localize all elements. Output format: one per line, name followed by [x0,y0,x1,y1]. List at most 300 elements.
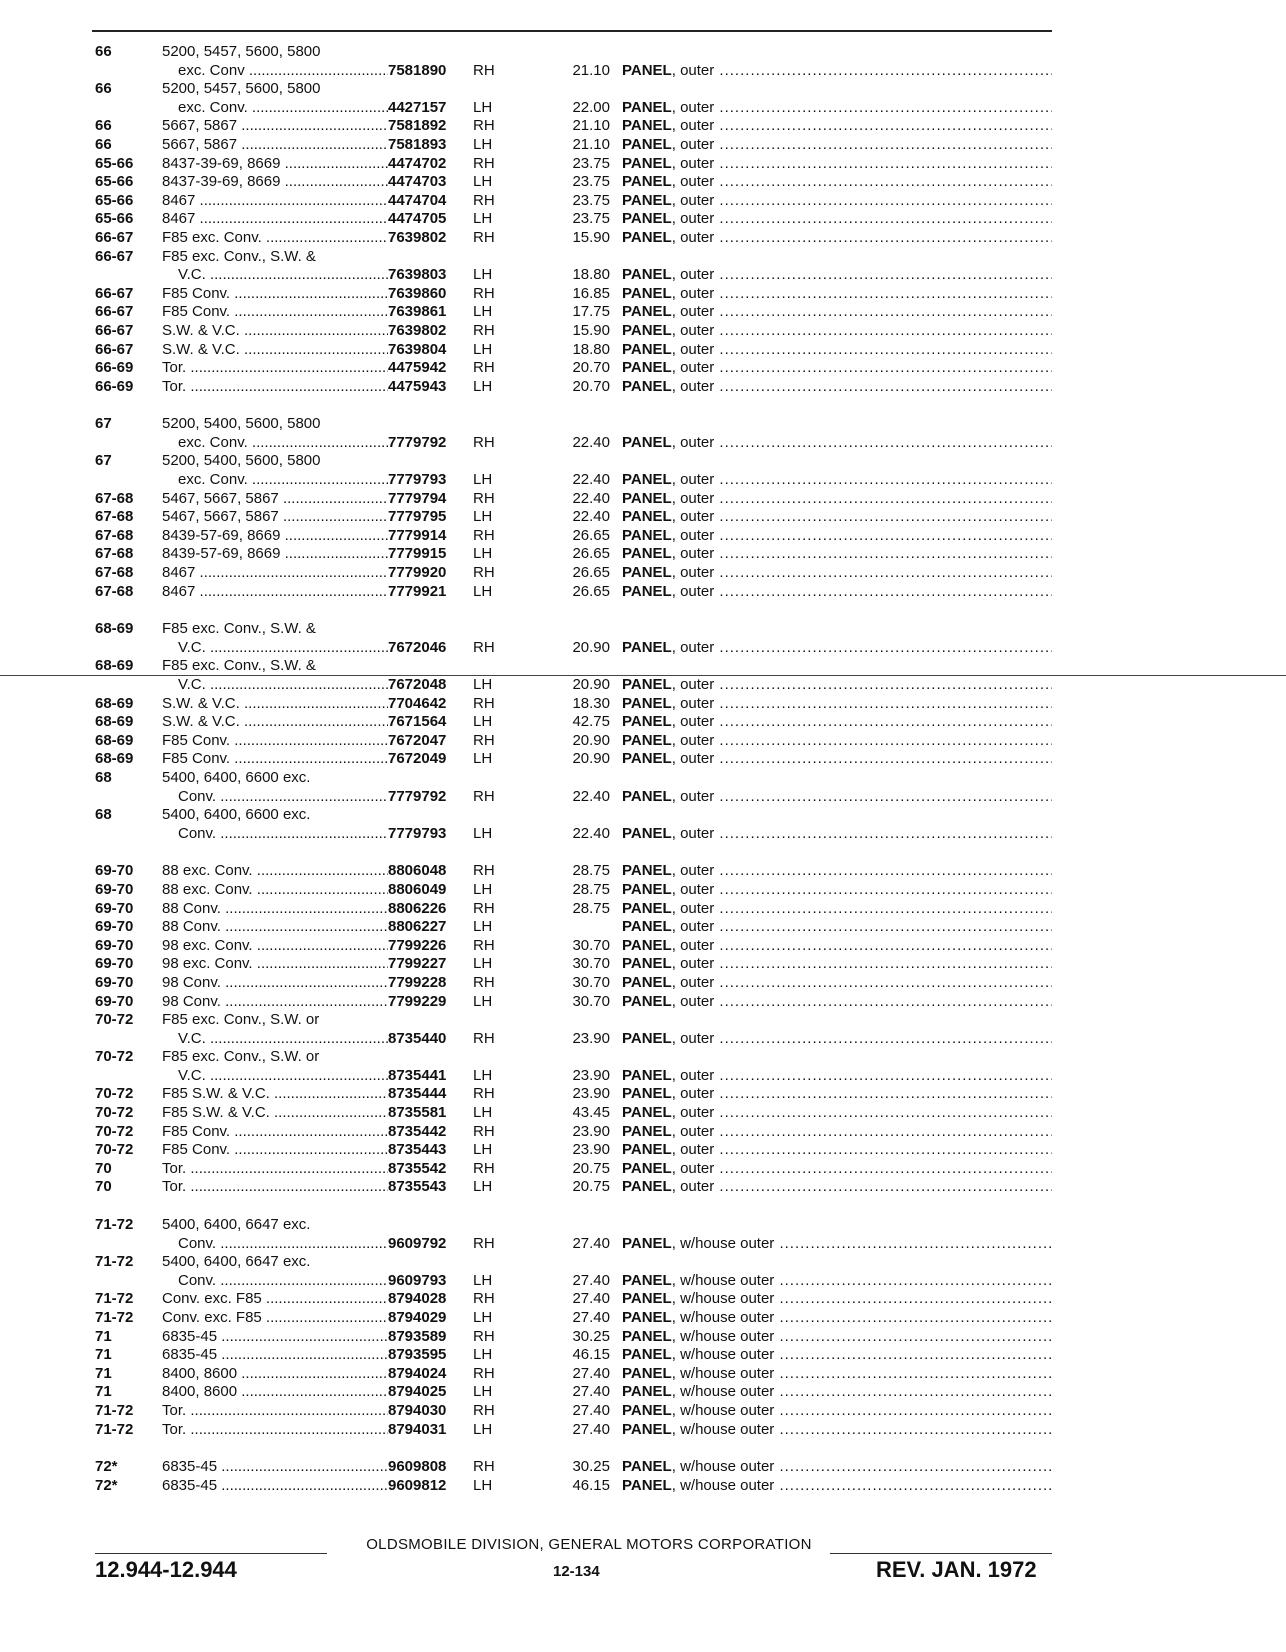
part-name-detail: , outer [671,154,715,172]
list-price: 18.30 [572,694,610,712]
part-name-main: PANEL [622,750,672,768]
part-name [622,1067,1052,1086]
model-year: 71-72 [95,1290,134,1308]
part-name [622,1383,1052,1402]
part-name-detail: , w/house outer [671,1327,775,1345]
part-name-detail: , w/house outer [671,1401,775,1419]
part-name-detail: , outer [671,340,715,358]
model-year: 66 [95,43,112,60]
part-name [622,1346,1052,1365]
part-name-main: PANEL [622,1104,672,1122]
part-number: 9609792 [388,1234,447,1252]
side-designation: LH [473,1346,493,1364]
side-designation: RH [473,787,495,805]
side-designation: RH [473,1327,495,1345]
model-year: 71-72 [95,1309,134,1326]
model-year: 67-68 [95,582,134,600]
list-item [95,490,1055,509]
model-year: 71 [95,1364,112,1382]
model-description: F85 Conv. ..... [162,1123,388,1142]
part-name-main: PANEL [622,731,672,749]
part-name-main: PANEL [622,1141,672,1159]
model-year: 72* [95,1476,118,1494]
list-item [95,173,1055,192]
model-description: Tor. ..... [162,359,388,378]
part-number: 8806049 [388,880,447,898]
list-item [95,750,1055,769]
part-number: 9609812 [388,1476,447,1494]
list-item [95,359,1055,378]
part-name [622,1477,1052,1496]
part-name [622,1030,1052,1049]
part-name-detail: , outer [671,973,715,991]
side-designation: LH [473,303,493,321]
model-year: 68 [95,806,112,824]
side-designation: LH [473,582,493,600]
side-designation: LH [473,713,493,731]
part-name [622,788,1052,807]
list-price: 30.25 [572,1458,610,1476]
list-price: 20.90 [572,750,610,768]
list-price: 30.25 [572,1327,610,1345]
part-name-detail: , outer [671,1066,715,1084]
part-number: 9609808 [388,1458,447,1476]
list-price: 18.80 [572,340,610,358]
part-name-main: PANEL [622,173,672,191]
model-description: 5200, 5457, 5600, 5800 [162,80,321,98]
model-year: 66-69 [95,377,134,395]
list-item [95,303,1055,322]
list-item [95,955,1055,974]
part-number: 8735441 [388,1066,447,1084]
list-item [95,937,1055,956]
part-name-main: PANEL [622,1383,672,1401]
part-name-detail: , outer [671,694,715,712]
list-price: 23.90 [572,1066,610,1084]
list-price: 30.70 [572,955,610,973]
model-description: V.C. ..... [178,266,388,285]
side-designation: RH [473,694,495,712]
model-description: Conv. ..... [178,788,388,807]
model-description: 6835-45 ..... [162,1477,388,1496]
model-description: F85 exc. Conv., S.W. & [162,620,316,638]
model-description: F85 Conv. ..... [162,750,388,769]
part-name-main: PANEL [622,564,672,582]
model-description: S.W. & V.C. ..... [162,322,388,341]
footer-page-number: 12-134 [553,1563,600,1580]
part-number: 7672049 [388,750,447,768]
part-name-detail: , w/house outer [671,1420,775,1438]
part-name-detail: , outer [671,433,715,451]
part-name-detail: , outer [671,787,715,805]
part-name-main: PANEL [622,992,672,1010]
model-year: 67 [95,415,112,433]
part-number: 8794029 [388,1309,447,1326]
part-name-main: PANEL [622,508,672,526]
model-year: 71-72 [95,1253,134,1271]
part-name [622,136,1052,155]
part-number: 8794025 [388,1383,447,1401]
list-item [95,415,1055,434]
footer-rule-left [95,1553,327,1554]
model-description: F85 Conv. ..... [162,285,388,304]
part-number: 8806227 [388,918,447,936]
list-price: 28.75 [572,899,610,917]
model-year: 68-69 [95,731,134,749]
part-name-main: PANEL [622,191,672,209]
list-price: 23.75 [572,173,610,191]
side-designation: LH [473,676,493,693]
list-price: 21.10 [572,61,610,79]
list-price: 27.40 [572,1271,610,1289]
part-name-main: PANEL [622,284,672,302]
part-name-detail: , outer [671,731,715,749]
part-name [622,99,1052,118]
list-price: 20.75 [572,1159,610,1177]
part-name [622,1328,1052,1347]
part-name-main: PANEL [622,433,672,451]
model-description: V.C. ..... [178,1030,388,1049]
model-year: 69-70 [95,936,134,954]
part-number: 7639804 [388,340,447,358]
model-description: 88 exc. Conv. ..... [162,881,388,900]
part-number: 7779915 [388,545,447,563]
model-description: 98 exc. Conv. ..... [162,955,388,974]
part-name-main: PANEL [622,676,672,693]
list-item [95,1365,1055,1384]
part-name-main: PANEL [622,1085,672,1103]
part-name-detail: , w/house outer [671,1309,775,1326]
list-item [95,210,1055,229]
model-description: V.C. ..... [178,676,388,695]
part-name [622,359,1052,378]
list-price: 20.90 [572,731,610,749]
model-year: 69-70 [95,955,134,973]
list-price: 28.75 [572,880,610,898]
list-item [95,1439,1055,1458]
side-designation: RH [473,731,495,749]
part-name-detail: , outer [671,526,715,544]
model-description: V.C. ..... [178,639,388,658]
list-item [95,732,1055,751]
part-number: 8735440 [388,1029,447,1047]
part-name-detail: , outer [671,1122,715,1140]
part-name-detail: , w/house outer [671,1346,775,1364]
footer-revision: REV. JAN. 1972 [876,1557,1037,1582]
list-price: 18.80 [572,266,610,284]
part-name-main: PANEL [622,973,672,991]
part-name [622,210,1052,229]
part-number: 4474705 [388,210,447,228]
part-name-main: PANEL [622,117,672,135]
part-name [622,993,1052,1012]
part-name-detail: , outer [671,191,715,209]
model-description: F85 Conv. ..... [162,1141,388,1160]
part-number: 7779794 [388,489,447,507]
list-item [95,806,1055,825]
list-price: 46.15 [572,1346,610,1364]
list-price: 21.10 [572,117,610,135]
list-item [95,452,1055,471]
part-name [622,1421,1052,1440]
part-name-detail: , outer [671,228,715,246]
model-description: 5200, 5400, 5600, 5800 [162,415,321,433]
model-description: 6835-45 ..... [162,1328,388,1347]
part-number: 7779793 [388,824,447,842]
part-name [622,676,1052,695]
part-name-main: PANEL [622,154,672,172]
model-description: 88 Conv. ..... [162,918,388,937]
model-description: 8400, 8600 ..... [162,1365,388,1384]
part-name [622,303,1052,322]
part-number: 8794024 [388,1364,447,1382]
model-description: exc. Conv. ..... [178,99,388,118]
list-price: 26.65 [572,545,610,563]
list-price: 22.00 [572,98,610,116]
part-number: 7799226 [388,936,447,954]
part-number: 7672048 [388,676,447,693]
part-name-main: PANEL [622,1290,672,1308]
side-designation: RH [473,564,495,582]
list-item [95,248,1055,267]
model-year: 66-67 [95,247,134,265]
part-name-main: PANEL [622,955,672,973]
list-item [95,1197,1055,1216]
model-description: F85 exc. Conv., S.W. or [162,1011,320,1029]
model-description: 6835-45 ..... [162,1346,388,1365]
list-item [95,1458,1055,1477]
list-price: 46.15 [572,1476,610,1494]
model-description: 8467 ..... [162,210,388,229]
list-item [95,1011,1055,1030]
part-name-main: PANEL [622,638,672,656]
list-price: 15.90 [572,321,610,339]
part-name-main: PANEL [622,880,672,898]
model-description: Conv. ..... [178,825,388,844]
part-number: 7779792 [388,787,447,805]
list-price: 23.75 [572,210,610,228]
model-year: 67 [95,452,112,470]
side-designation: RH [473,321,495,339]
side-designation: LH [473,377,493,395]
part-name-detail: , w/house outer [671,1458,775,1476]
side-designation: RH [473,191,495,209]
model-description: 5400, 6400, 6600 exc. [162,768,311,786]
part-number: 7704642 [388,694,447,712]
part-number: 8794030 [388,1401,447,1419]
model-year: 69-70 [95,992,134,1010]
part-name-detail: , outer [671,1159,715,1177]
part-name-main: PANEL [622,824,672,842]
list-price: 30.70 [572,973,610,991]
list-price: 21.10 [572,135,610,153]
list-item [95,1160,1055,1179]
part-name-main: PANEL [622,1234,672,1252]
part-name-main: PANEL [622,1066,672,1084]
list-item [95,769,1055,788]
list-price: 26.65 [572,526,610,544]
part-number: 7639803 [388,266,447,284]
model-year: 69-70 [95,973,134,991]
list-price: 20.75 [572,1178,610,1196]
part-name-detail: , outer [671,359,715,377]
list-item [95,1030,1055,1049]
part-name-detail: , outer [671,638,715,656]
model-year: 71 [95,1383,112,1401]
part-number: 7779792 [388,433,447,451]
model-year: 70 [95,1178,112,1196]
list-item [95,620,1055,639]
part-name [622,1178,1052,1197]
list-price: 22.40 [572,433,610,451]
parts-list [95,43,1055,1495]
list-item [95,843,1055,862]
side-designation: RH [473,1458,495,1476]
side-designation: LH [473,1141,493,1159]
part-name-detail: , w/house outer [671,1290,775,1308]
model-description: S.W. & V.C. ..... [162,713,388,732]
model-description: Tor. ..... [162,1421,388,1440]
list-item [95,1346,1055,1365]
list-price: 43.45 [572,1104,610,1122]
part-number: 8735442 [388,1122,447,1140]
model-year: 66-67 [95,303,134,321]
model-description: 5400, 6400, 6600 exc. [162,806,311,824]
part-name [622,974,1052,993]
model-year: 69-70 [95,918,134,936]
part-name-main: PANEL [622,61,672,79]
part-name-detail: , outer [671,564,715,582]
list-price: 23.90 [572,1141,610,1159]
model-description: 8467 ..... [162,583,388,602]
model-description: Tor. ..... [162,1160,388,1179]
part-name [622,862,1052,881]
part-name [622,1365,1052,1384]
part-name-main: PANEL [622,1364,672,1382]
part-name-main: PANEL [622,1476,672,1494]
part-name [622,1309,1052,1328]
side-designation: LH [473,1420,493,1438]
part-name-main: PANEL [622,582,672,600]
model-description: Conv. exc. F85 ..... [162,1290,388,1309]
part-name [622,173,1052,192]
model-description: S.W. & V.C. ..... [162,341,388,360]
part-number: 7779793 [388,471,447,489]
list-item [95,80,1055,99]
part-name-detail: , outer [671,266,715,284]
part-name [622,490,1052,509]
list-price: 27.40 [572,1383,610,1401]
side-designation: RH [473,284,495,302]
model-year: 66-67 [95,321,134,339]
part-name [622,1235,1052,1254]
model-year: 66-67 [95,340,134,358]
model-description: 5400, 6400, 6647 exc. [162,1216,311,1234]
list-price: 27.40 [572,1234,610,1252]
part-name [622,229,1052,248]
list-price: 27.40 [572,1309,610,1326]
part-name-detail: , outer [671,377,715,395]
part-name-main: PANEL [622,1309,672,1326]
part-number: 7581893 [388,135,447,153]
part-name [622,434,1052,453]
part-name-detail: , outer [671,862,715,880]
part-name-main: PANEL [622,1458,672,1476]
model-year: 68-69 [95,694,134,712]
part-number: 8735444 [388,1085,447,1103]
model-year: 72* [95,1458,118,1476]
part-name-detail: , outer [671,918,715,936]
part-number: 8806048 [388,862,447,880]
list-item [95,99,1055,118]
part-name-main: PANEL [622,1159,672,1177]
part-name [622,1123,1052,1142]
part-number: 8735543 [388,1178,447,1196]
model-year: 65-66 [95,191,134,209]
model-year: 70-72 [95,1122,134,1140]
part-name-detail: , outer [671,489,715,507]
list-price: 22.40 [572,471,610,489]
part-number: 7581892 [388,117,447,135]
part-name [622,155,1052,174]
list-item [95,974,1055,993]
side-designation: RH [473,1085,495,1103]
list-item [95,1402,1055,1421]
list-item [95,918,1055,937]
footer-group-number: 12.944-12.944 [95,1557,237,1582]
part-name-detail: , w/house outer [671,1364,775,1382]
model-year: 66 [95,80,112,98]
model-year: 68-69 [95,713,134,731]
part-name-detail: , outer [671,1178,715,1196]
part-name-detail: , outer [671,750,715,768]
model-description: Conv. exc. F85 ..... [162,1309,388,1328]
side-designation: RH [473,862,495,880]
part-name [622,732,1052,751]
part-number: 4475942 [388,359,447,377]
part-name [622,825,1052,844]
model-year: 71-72 [95,1401,134,1419]
list-item [95,1328,1055,1347]
side-designation: RH [473,1364,495,1382]
part-number: 7799228 [388,973,447,991]
part-name-detail: , outer [671,173,715,191]
model-description: F85 exc. Conv., S.W. & [162,247,316,265]
list-item [95,527,1055,546]
side-designation: RH [473,228,495,246]
side-designation: LH [473,340,493,358]
list-price: 27.40 [572,1401,610,1419]
side-designation: LH [473,135,493,153]
model-year: 65-66 [95,173,134,191]
part-name [622,117,1052,136]
part-number: 7799227 [388,955,447,973]
part-name-detail: , outer [671,1141,715,1159]
side-designation: LH [473,750,493,768]
part-name-detail: , outer [671,880,715,898]
part-number: 7639802 [388,228,447,246]
list-item [95,117,1055,136]
part-name-detail: , outer [671,899,715,917]
list-item [95,136,1055,155]
list-price: 22.40 [572,787,610,805]
list-item [95,341,1055,360]
model-description: 98 Conv. ..... [162,993,388,1012]
part-name-main: PANEL [622,303,672,321]
model-description: exc. Conv. ..... [178,434,388,453]
part-name-detail: , w/house outer [671,1271,775,1289]
list-price: 27.40 [572,1420,610,1438]
